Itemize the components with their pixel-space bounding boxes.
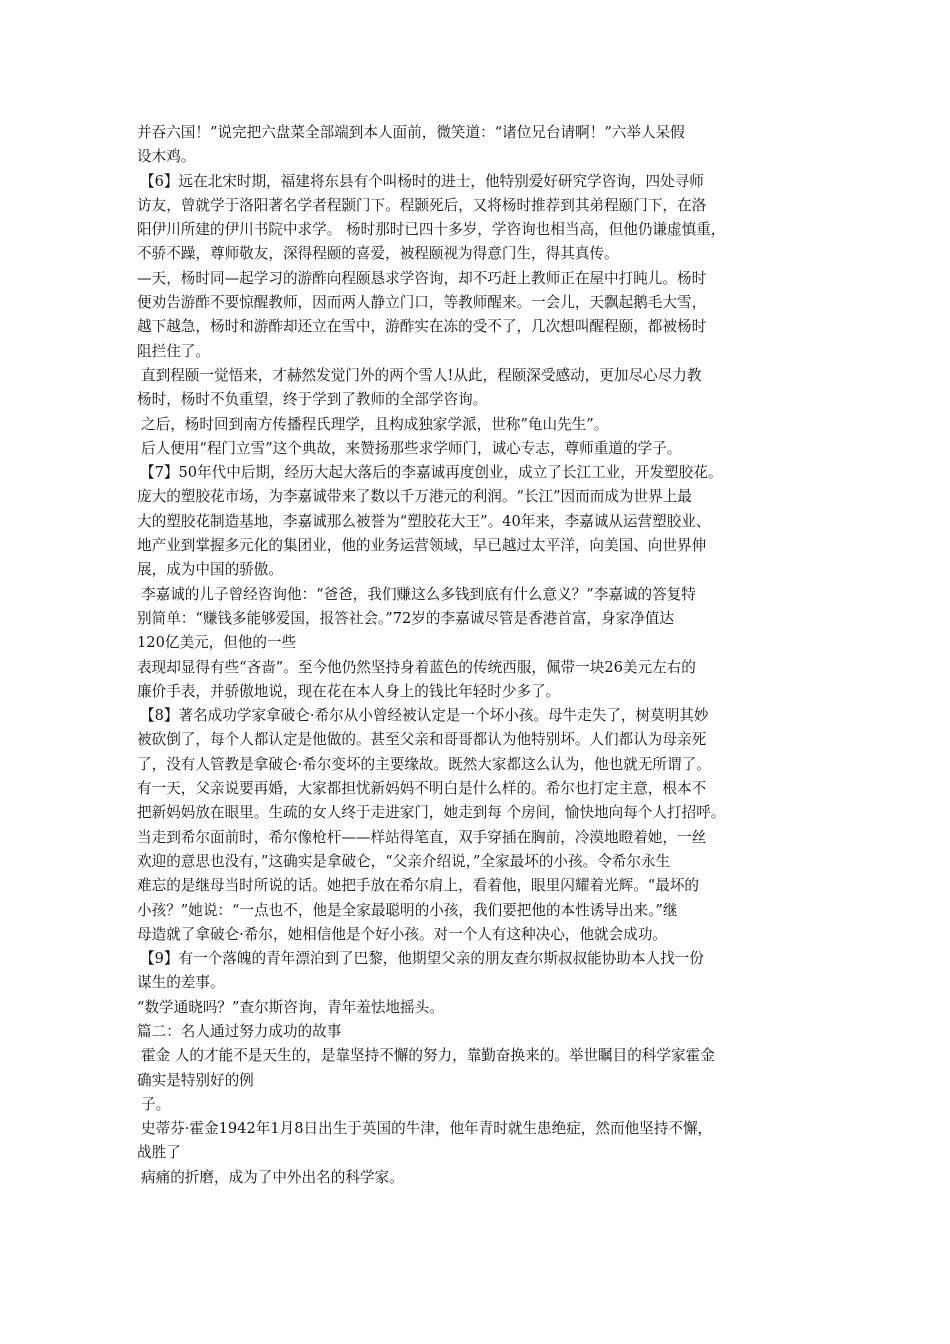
text-line: 欢迎的意思也没有，”这确实是拿破仑，“父亲介绍说，”全家最坏的小孩。令希尔永生: [137, 852, 671, 870]
text-line: 确实是特别好的例: [137, 1071, 254, 1089]
text-line: 【9】有一个落魄的青年漂泊到了巴黎，他期望父亲的朋友查尔斯叔叔能协助本人找一份: [140, 950, 704, 968]
text-line: 杨时，杨时不负重望，终于学到了教师的全部学咨询。: [137, 391, 488, 409]
text-line: 【7】50年代中后期，经历大起大落后的李嘉诚再度创业，成立了长江工业，开发塑胶花。: [140, 464, 723, 482]
text-line: —天，杨时同—起学习的游酢向程颐恳求学咨询，却不巧赶上教师正在屋中打盹儿。杨时: [137, 269, 707, 287]
text-line: 谋生的差事。: [137, 974, 225, 992]
text-line: 母造就了拿破仑·希尔，她相信他是个好小孩。对一个人有这种决心，他就会成功。: [137, 925, 668, 943]
text-line: 越下越急，杨时和游酢却还立在雪中，游酢实在冻的受不了，几次想叫醒程颐，都被杨时: [137, 318, 707, 336]
text-line: 病痛的折磨，成为了中外出名的科学家。: [141, 1168, 404, 1186]
text-line: 把新妈妈放在眼里。生疏的女人终于走进家门，她走到每 个房间，愉快地向每个人打招呼。: [137, 804, 726, 822]
text-line: 后人便用“程门立雪”这个典故，来赞扬那些求学师门，诚心专志，尊师重道的学子。: [141, 439, 682, 457]
text-line: “数学通晓吗？”查尔斯咨询，青年羞怯地摇头。: [137, 998, 444, 1016]
text-line: 别简单：“赚钱多能够爱国，报答社会。”72岁的李嘉诚尽管是香港首富，身家净值达: [137, 609, 674, 627]
text-line: 【8】著名成功学家拿破仑·希尔从小曾经被认定是一个坏小孩。母牛走失了，树莫明其妙: [140, 707, 709, 725]
text-line: 子。: [141, 1095, 171, 1113]
document-page: [137, 121, 827, 1190]
text-line: 被砍倒了，每个人都认定是他做的。甚至父亲和哥哥都认为他特别坏。人们都认为母亲死: [137, 731, 707, 749]
text-line: 表现却显得有些“吝啬”。至今他仍然坚持身着蓝色的传统西服，佩带一块26美元左右的: [137, 658, 696, 676]
text-line: 【6】远在北宋时期，福建将东县有个叫杨时的进士，他特别爱好研究学咨询，四处寻师: [140, 172, 704, 190]
text-line: 便劝告游酢不要惊醒教师，因而两人静立门口，等教师醒来。一会儿，天飘起鹅毛大雪，: [137, 294, 707, 312]
text-line: 阻拦住了。: [137, 342, 210, 360]
text-line: 李嘉诚的儿子曾经咨询他：“爸爸，我们赚这么多钱到底有什么意义？”李嘉诚的答复特: [141, 585, 696, 603]
text-line: 大的塑胶花制造基地，李嘉诚那么被誉为“塑胶花大王”。40年来，李嘉诚从运营塑胶业、: [137, 512, 711, 530]
text-line: 不骄不躁，尊师敬友，深得程颐的喜爱，被程颐视为得意门生，得其真传。: [137, 245, 619, 263]
text-line: 120亿美元，但他的一些: [137, 634, 297, 652]
text-line: 直到程颐一觉悟来，才赫然发觉门外的两个雪人!从此，程颐深受感动，更加尽心尽力教: [141, 366, 702, 384]
text-line: 了，没有人管教是拿破仑·希尔变坏的主要缘故。既然大家都这么认为，他也就无所谓了。: [137, 755, 711, 773]
text-line: 之后，杨时回到南方传播程氏理学，且构成独家学派，世称”龟山先生”。: [141, 415, 609, 433]
text-line: 庞大的塑胶花市场，为李嘉诚带来了数以千万港元的利润。“长江”因而而成为世界上最: [137, 488, 692, 506]
text-line: 有一天，父亲说要再婚，大家都担忧新妈妈不明白是什么样的。希尔也打定主意，根本不: [137, 780, 707, 798]
text-line: 展，成为中国的骄傲。: [137, 561, 283, 579]
text-line: 阳伊川所建的伊川书院中求学。 杨时那时已四十多岁，学咨询也相当高，但他仍谦虚慎重，: [137, 221, 726, 239]
text-line: 战胜了: [137, 1144, 181, 1162]
text-line: 地产业到掌握多元化的集团业，他的业务运营领域，早已越过太平洋，向美国、向世界伸: [137, 537, 707, 555]
text-line: 设木鸡。: [137, 148, 196, 166]
text-line: 史蒂芬·霍金1942年1月8日出生于英国的牛津，他年青时就生患绝症，然而他坚持不懈，: [141, 1120, 713, 1138]
text-line: 当走到希尔面前时，希尔像枪杆——样站得笔直，双手穿插在胸前，冷漠地瞪着她，一丝: [137, 828, 707, 846]
section-heading: 篇二：名人通过努力成功的故事: [137, 1022, 342, 1040]
text-line: 并吞六国！”说完把六盘菜全部端到本人面前，微笑道：“诸位兄台请啊！”六举人呆假: [137, 124, 685, 141]
text-line: 小孩？”她说：“一点也不，他是全家最聪明的小孩，我们要把他的本性诱导出来。”继: [137, 901, 678, 919]
text-line: 访友，曾就学于洛阳著名学者程颢门下。程颢死后，又将杨时推荐到其弟程颐门下，在洛: [137, 196, 707, 214]
text-line: 难忘的是继母当时所说的话。她把手放在希尔肩上，看着他，眼里闪耀着光辉。“最坏的: [137, 877, 700, 895]
text-line: 廉价手表，并骄傲地说，现在花在本人身上的钱比年轻时少多了。: [137, 682, 561, 700]
text-line: 霍金 人的才能不是天生的，是靠坚持不懈的努力，靠勤奋换来的。举世瞩目的科学家霍金: [141, 1047, 715, 1065]
